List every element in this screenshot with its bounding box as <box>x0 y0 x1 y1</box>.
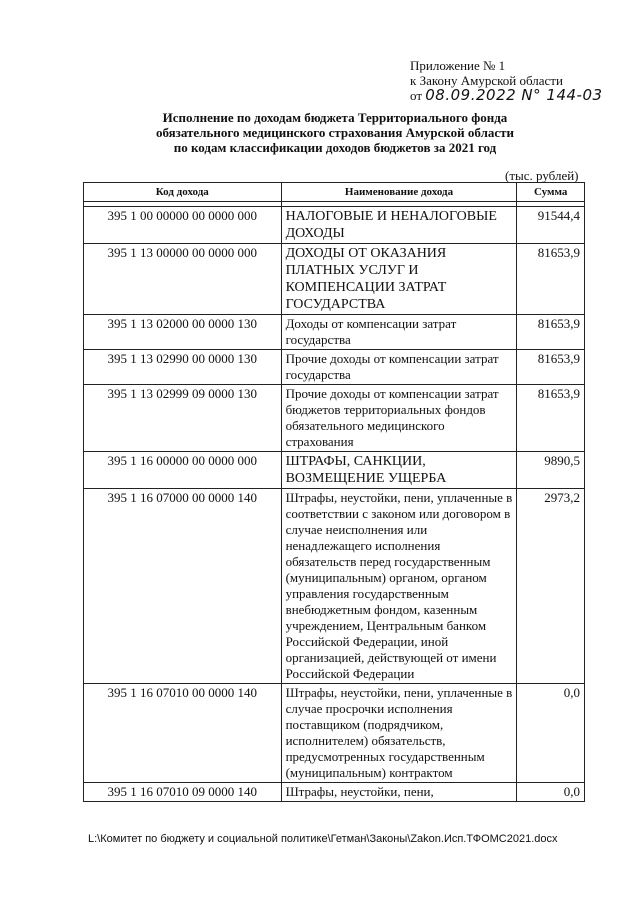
table-row <box>84 489 585 684</box>
row-sum: 81653,9 <box>517 315 585 350</box>
table-row <box>84 452 585 489</box>
row-sum: 81653,9 <box>517 350 585 385</box>
header-sum: Сумма <box>517 183 585 202</box>
appendix-line1: Приложение № 1 <box>410 58 506 73</box>
row-name: Штрафы, неустойки, пени, уплаченные в соответствии с законом или договором в случае неисполнения или ненадлежащего исполнения обязательств перед государственным (муниципальным) органом, органом управления государственным внебюджетным фондом, казенным учреждением, Центральным банком Российской Федерации, иной организацией, действующей от имени Российской Федерации <box>281 489 517 684</box>
table-row <box>84 385 585 452</box>
row-name: НАЛОГОВЫЕ И НЕНАЛОГОВЫЕ ДОХОДЫ <box>281 207 517 244</box>
row-code: 395 1 16 07010 09 0000 140 <box>84 783 282 802</box>
row-name: Штрафы, неустойки, пени, <box>281 783 517 802</box>
units-label: (тыс. рублей) <box>505 168 579 183</box>
appendix-line2: к Закону Амурской области <box>410 73 563 88</box>
document-title <box>110 110 560 155</box>
header-code: Код дохода <box>84 183 282 202</box>
row-sum: 2973,2 <box>517 489 585 684</box>
title-line3: по кодам классификации доходов бюджетов за 2021 год <box>173 140 497 155</box>
row-sum: 0,0 <box>517 684 585 783</box>
row-sum: 91544,4 <box>517 207 585 244</box>
row-name: ШТРАФЫ, САНКЦИИ, ВОЗМЕЩЕНИЕ УЩЕРБА <box>281 452 517 489</box>
row-sum: 9890,5 <box>517 452 585 489</box>
appendix-block <box>410 58 603 103</box>
row-code: 395 1 16 00000 00 0000 000 <box>84 452 282 489</box>
row-code: 395 1 00 00000 00 0000 000 <box>84 207 282 244</box>
table-row <box>84 244 585 315</box>
row-code: 395 1 13 02990 00 0000 130 <box>84 350 282 385</box>
table-row <box>84 783 585 802</box>
table-row <box>84 350 585 385</box>
file-path-footer: L:\Комитет по бюджету и социальной политике\Гетман\Законы\Zakon.Исп.ТФОМС2021.docx <box>88 833 558 845</box>
appendix-line3 <box>410 88 603 103</box>
appendix-date-prefix: от <box>410 88 423 103</box>
row-code: 395 1 13 02000 00 0000 130 <box>84 315 282 350</box>
row-sum: 81653,9 <box>517 244 585 315</box>
row-name: Прочие доходы от компенсации затрат бюджетов территориальных фондов обязательного медицинского страхования <box>281 385 517 452</box>
row-name: ДОХОДЫ ОТ ОКАЗАНИЯ ПЛАТНЫХ УСЛУГ И КОМПЕНСАЦИИ ЗАТРАТ ГОСУДАРСТВА <box>281 244 517 315</box>
row-sum: 0,0 <box>517 783 585 802</box>
row-code: 395 1 13 02999 09 0000 130 <box>84 385 282 452</box>
handwritten-date-number: 08.09.2022 N° 144-03 <box>425 86 603 104</box>
row-code: 395 1 16 07010 00 0000 140 <box>84 684 282 783</box>
row-name: Доходы от компенсации затрат государства <box>281 315 517 350</box>
income-table <box>83 182 585 802</box>
title-line1: Исполнение по доходам бюджета Территориального фонда <box>162 110 508 125</box>
row-code: 395 1 13 00000 00 0000 000 <box>84 244 282 315</box>
row-name: Прочие доходы от компенсации затрат государства <box>281 350 517 385</box>
row-code: 395 1 16 07000 00 0000 140 <box>84 489 282 684</box>
table-row <box>84 207 585 244</box>
title-line2: обязательного медицинского страхования Амурской области <box>155 125 515 140</box>
row-name: Штрафы, неустойки, пени, уплаченные в случае просрочки исполнения поставщиком (подрядчиком, исполнителем) обязательств, предусмотренных государственным (муниципальным) контрактом <box>281 684 517 783</box>
table-row <box>84 315 585 350</box>
row-sum: 81653,9 <box>517 385 585 452</box>
table-row <box>84 684 585 783</box>
table-header-row <box>84 183 585 202</box>
header-name: Наименование дохода <box>281 183 517 202</box>
